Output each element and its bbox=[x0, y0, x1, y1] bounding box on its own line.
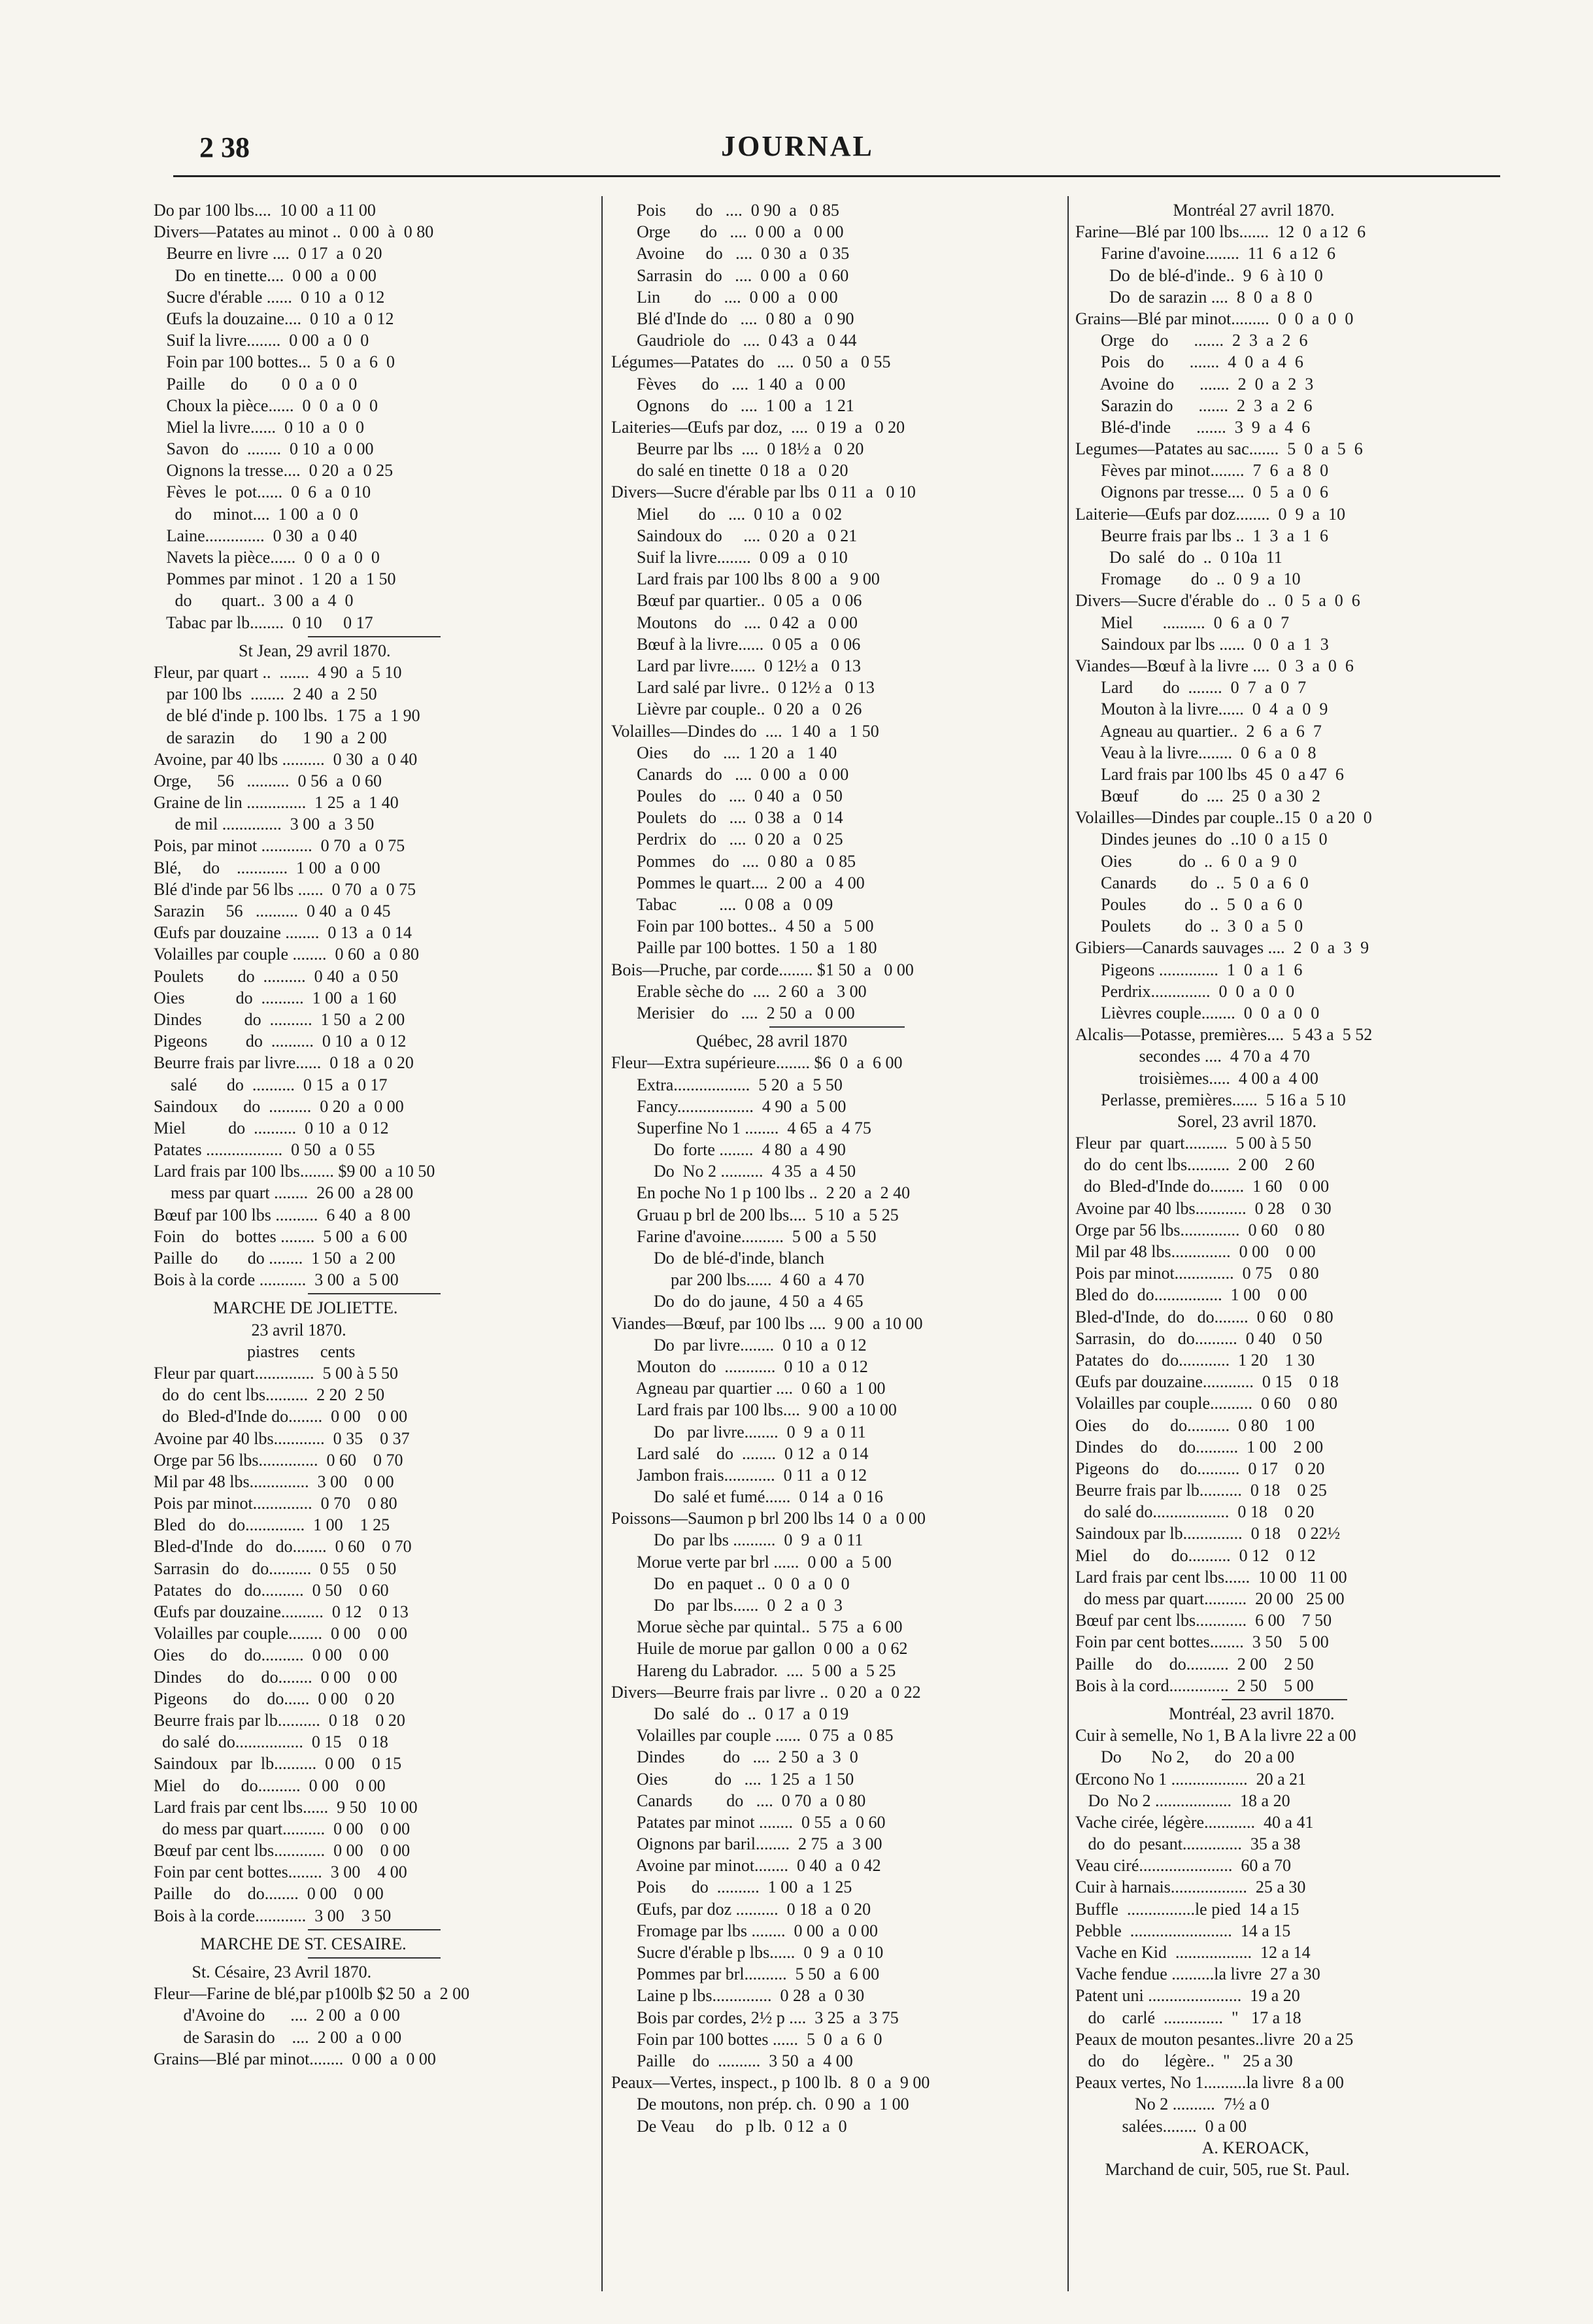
price-line: Peaux—Vertes, inspect., p 100 lb. 8 0 a 9 00 bbox=[611, 2073, 930, 2093]
price-line: Sucre d'érable p lbs...... 0 9 a 0 10 bbox=[611, 1943, 884, 1962]
price-line: Oies do do.......... 0 80 1 00 bbox=[1075, 1415, 1315, 1435]
price-line: Fleur—Extra supérieure........ $6 0 a 6 00 bbox=[611, 1053, 903, 1073]
price-line: Erable sèche do .... 2 60 a 3 00 bbox=[611, 981, 867, 1001]
price-line: Dindes jeunes do ..10 0 a 15 0 bbox=[1075, 830, 1328, 849]
price-line: Do do do jaune, 4 50 a 4 65 bbox=[611, 1292, 864, 1311]
price-line: Orge do ....... 2 3 a 2 6 bbox=[1075, 331, 1308, 350]
price-line: Oignons la tresse.... 0 20 a 0 25 bbox=[154, 461, 394, 480]
price-line: Divers—Sucre d'érable par lbs 0 11 a 0 10 bbox=[611, 482, 916, 502]
price-line: Poules do .. 5 0 a 6 0 bbox=[1075, 895, 1303, 914]
price-line: Suif la livre........ 0 00 a 0 0 bbox=[154, 331, 369, 350]
price-line: Beurre frais par lbs .. 1 3 a 1 6 bbox=[1075, 526, 1329, 545]
price-line: do salé en tinette 0 18 a 0 20 bbox=[611, 461, 848, 480]
price-line: Do salé do .. 0 17 a 0 19 bbox=[611, 1704, 849, 1723]
price-line: Dindes do do.......... 1 00 2 00 bbox=[1075, 1437, 1324, 1457]
price-line: Laine p lbs.............. 0 28 a 0 30 bbox=[611, 1986, 865, 2006]
price-line: Do par lbs .......... 0 9 a 0 11 bbox=[611, 1530, 864, 1550]
price-line: mess par quart ........ 26 00 a 28 00 bbox=[154, 1183, 414, 1203]
price-line: Légumes—Patates do .... 0 50 a 0 55 bbox=[611, 352, 891, 372]
price-line: do do pesant.............. 35 a 38 bbox=[1075, 1834, 1301, 1854]
price-line: Québec, 28 avril 1870 bbox=[611, 1032, 848, 1051]
price-line: Pois do .... 0 90 a 0 85 bbox=[611, 201, 839, 220]
price-line: Fromage par lbs ........ 0 00 a 0 00 bbox=[611, 1921, 879, 1940]
price-line: Legumes—Patates au sac....... 5 0 a 5 6 bbox=[1075, 439, 1363, 459]
price-line: Foin par 100 bottes.. 4 50 a 5 00 bbox=[611, 917, 874, 936]
price-line: d'Avoine do .... 2 00 a 0 00 bbox=[154, 2006, 400, 2025]
price-line: Beurre frais par lb.......... 0 18 0 25 bbox=[1075, 1481, 1327, 1500]
price-line: Avoine, par 40 lbs .......... 0 30 a 0 40 bbox=[154, 749, 418, 769]
price-line: Lard salé do ........ 0 12 a 0 14 bbox=[611, 1443, 869, 1463]
price-line: Tabac par lb........ 0 10 0 17 bbox=[154, 613, 373, 632]
price-line: Do par livre........ 0 9 a 0 11 bbox=[611, 1422, 866, 1441]
section-rule bbox=[154, 1955, 595, 1961]
price-line: Paille do 0 0 a 0 0 bbox=[154, 374, 358, 394]
price-line: do do cent lbs.......... 2 00 2 60 bbox=[1075, 1155, 1315, 1175]
price-line: Bois à la cord.............. 2 50 5 00 bbox=[1075, 1676, 1314, 1695]
price-line: Canards do .... 0 00 a 0 00 bbox=[611, 764, 849, 784]
price-line: St Jean, 29 avril 1870. bbox=[154, 641, 391, 660]
price-line: Blé d'Inde do .... 0 80 a 0 90 bbox=[611, 309, 854, 328]
price-line: Buffle ................le pied 14 a 15 bbox=[1075, 1899, 1300, 1919]
price-line: Avoine par 40 lbs............ 0 28 0 30 bbox=[1075, 1198, 1332, 1218]
price-line: MARCHE DE JOLIETTE. bbox=[154, 1298, 398, 1318]
price-line: Lard frais par 100 lbs.... 9 00 a 10 00 bbox=[611, 1400, 897, 1420]
price-line: Saindoux par lb.............. 0 18 0 22½ bbox=[1075, 1524, 1341, 1543]
price-line: Œufs, par doz .......... 0 18 a 0 20 bbox=[611, 1899, 871, 1919]
price-line: Do par 100 lbs.... 10 00 a 11 00 bbox=[154, 201, 376, 220]
price-line: Oies do .. 6 0 a 9 0 bbox=[1075, 851, 1297, 871]
price-line: St. Césaire, 23 Avril 1870. bbox=[154, 1962, 372, 1981]
price-line: Blé d'inde par 56 lbs ...... 0 70 a 0 75 bbox=[154, 879, 416, 899]
price-line: Tabac .... 0 08 a 0 09 bbox=[611, 895, 833, 914]
section-rule bbox=[1075, 1696, 1494, 1703]
price-line: Bœuf par cent lbs............ 6 00 7 50 bbox=[1075, 1611, 1332, 1630]
price-line: Mil par 48 lbs.............. 3 00 0 00 bbox=[154, 1472, 394, 1491]
column-3 bbox=[1075, 199, 1494, 2291]
price-line: Farine d'avoine.......... 5 00 a 5 50 bbox=[611, 1226, 877, 1246]
price-line: De Veau do p lb. 0 12 a 0 bbox=[611, 2116, 847, 2136]
price-line: Fèves do .... 1 40 a 0 00 bbox=[611, 374, 846, 394]
price-line: Perdrix do .... 0 20 a 0 25 bbox=[611, 830, 843, 849]
price-line: Canards do .. 5 0 a 6 0 bbox=[1075, 873, 1309, 892]
price-line: Dindes do .... 2 50 a 3 0 bbox=[611, 1747, 858, 1767]
price-line: do Bled-d'Inde do........ 1 60 0 00 bbox=[1075, 1177, 1330, 1196]
price-line: Do No 2 .................. 18 a 20 bbox=[1075, 1791, 1290, 1810]
price-line: Volailles par couple.......... 0 60 0 80 bbox=[1075, 1394, 1338, 1413]
price-line: Saindoux par lb.......... 0 00 0 15 bbox=[154, 1754, 402, 1774]
price-line: Viandes—Bœuf, par 100 lbs .... 9 00 a 10 00 bbox=[611, 1313, 923, 1333]
price-line: Veau à la livre........ 0 6 a 0 8 bbox=[1075, 743, 1316, 762]
price-line: Pois do ....... 4 0 a 4 6 bbox=[1075, 352, 1303, 372]
price-line: Saindoux par lbs ...... 0 0 a 1 3 bbox=[1075, 634, 1329, 654]
price-line: Avoine do ....... 2 0 a 2 3 bbox=[1075, 374, 1314, 394]
price-line: Beurre en livre .... 0 17 a 0 20 bbox=[154, 244, 382, 263]
price-line: Farine d'avoine........ 11 6 a 12 6 bbox=[1075, 244, 1335, 263]
price-line: de sarazin do 1 90 a 2 00 bbox=[154, 728, 387, 747]
price-line: Œufs par douzaine............ 0 15 0 18 bbox=[1075, 1372, 1339, 1392]
price-line: piastres cents bbox=[154, 1341, 356, 1361]
price-line: Dindes do .......... 1 50 a 2 00 bbox=[154, 1009, 405, 1029]
price-line: Montréal, 23 avril 1870. bbox=[1075, 1704, 1335, 1723]
price-line: Pigeons do do...... 0 00 0 20 bbox=[154, 1689, 395, 1708]
price-line: Viandes—Bœuf à la livre .... 0 3 a 0 6 bbox=[1075, 656, 1354, 675]
price-line: Volailles par couple ...... 0 75 a 0 85 bbox=[611, 1726, 894, 1745]
price-line: Graine de lin .............. 1 25 a 1 40 bbox=[154, 793, 399, 813]
price-line: Laiterie—Œufs par doz........ 0 9 a 10 bbox=[1075, 504, 1346, 524]
price-line: Do No 2, do 20 a 00 bbox=[1075, 1747, 1295, 1767]
price-line: Patates do do............ 1 20 1 30 bbox=[1075, 1350, 1315, 1370]
price-line: Oies do do.......... 0 00 0 00 bbox=[154, 1645, 389, 1665]
price-line: do salé do................ 0 15 0 18 bbox=[154, 1732, 388, 1752]
price-line: Fromage do .. 0 9 a 10 bbox=[1075, 569, 1301, 589]
price-line: De moutons, non prép. ch. 0 90 a 1 00 bbox=[611, 2095, 909, 2114]
price-line: Sarrasin do .... 0 00 a 0 60 bbox=[611, 265, 849, 285]
price-line: Bœuf do .... 25 0 a 30 2 bbox=[1075, 786, 1320, 806]
price-line: Lard frais par cent lbs...... 10 00 11 00 bbox=[1075, 1567, 1347, 1587]
price-line: Mouton do ............ 0 10 a 0 12 bbox=[611, 1356, 868, 1376]
price-line: Œrcono No 1 .................. 20 a 21 bbox=[1075, 1769, 1307, 1789]
price-line: Foin par cent bottes........ 3 50 5 00 bbox=[1075, 1632, 1329, 1652]
price-line: Pois, par minot ............ 0 70 a 0 75 bbox=[154, 836, 405, 856]
price-line: Pois par minot.............. 0 75 0 80 bbox=[1075, 1264, 1319, 1283]
price-line: Merisier do .... 2 50 a 0 00 bbox=[611, 1003, 855, 1022]
price-line: Lard frais par cent lbs...... 9 50 10 00 bbox=[154, 1797, 418, 1817]
price-line: Sarrasin do do.......... 0 55 0 50 bbox=[154, 1558, 397, 1578]
price-line: par 200 lbs...... 4 60 a 4 70 bbox=[611, 1270, 865, 1290]
price-line: Œufs par douzaine ........ 0 13 a 0 14 bbox=[154, 923, 412, 943]
price-line: Grains—Blé par minot........ 0 00 a 0 00 bbox=[154, 2049, 436, 2068]
price-line: Avoine par 40 lbs............ 0 35 0 37 bbox=[154, 1428, 410, 1448]
price-line: Cuir à harnais.................. 25 a 30 bbox=[1075, 1878, 1306, 1897]
price-line: Oignons par tresse.... 0 5 a 0 6 bbox=[1075, 482, 1329, 502]
price-line: Pommes par brl.......... 5 50 a 6 00 bbox=[611, 1964, 880, 1984]
price-line: Mil par 48 lbs.............. 0 00 0 00 bbox=[1075, 1242, 1316, 1261]
price-line: Oies do .... 1 20 a 1 40 bbox=[611, 743, 837, 762]
price-line: Navets la pièce...... 0 0 a 0 0 bbox=[154, 548, 380, 567]
price-line: Foin par 100 bottes ...... 5 0 a 6 0 bbox=[611, 2029, 882, 2049]
column-divider-2 bbox=[1067, 196, 1069, 2291]
price-line: Canards do .... 0 70 a 0 80 bbox=[611, 1791, 866, 1810]
price-line: Sucre d'érable ...... 0 10 a 0 12 bbox=[154, 287, 385, 307]
price-line: Laine.............. 0 30 a 0 40 bbox=[154, 526, 358, 545]
price-line: Foin par cent bottes........ 3 00 4 00 bbox=[154, 1862, 407, 1882]
price-line: Lard frais par 100 lbs 8 00 a 9 00 bbox=[611, 569, 880, 589]
price-line: Saindoux do .......... 0 20 a 0 00 bbox=[154, 1096, 404, 1116]
price-line: Miel .......... 0 6 a 0 7 bbox=[1075, 613, 1290, 632]
section-rule bbox=[154, 1290, 595, 1297]
price-line: Divers—Beurre frais par livre .. 0 20 a 0 22 bbox=[611, 1682, 921, 1702]
price-line: Volailles—Dindes do .... 1 40 a 1 50 bbox=[611, 721, 879, 741]
price-line: Patent uni ...................... 19 a 20 bbox=[1075, 1986, 1300, 2006]
price-line: Patates do do.......... 0 50 0 60 bbox=[154, 1580, 389, 1600]
price-line: do do légère.. " 25 a 30 bbox=[1075, 2051, 1293, 2070]
price-line: En poche No 1 p 100 lbs .. 2 20 a 2 40 bbox=[611, 1183, 911, 1203]
price-line: Sarazin 56 .......... 0 40 a 0 45 bbox=[154, 901, 391, 920]
price-line: Avoine do .... 0 30 a 0 35 bbox=[611, 244, 850, 263]
price-line: Œufs par douzaine.......... 0 12 0 13 bbox=[154, 1602, 409, 1621]
price-line: Laiteries—Œufs par doz, .... 0 19 a 0 20 bbox=[611, 417, 905, 437]
price-line: Saindoux do .... 0 20 a 0 21 bbox=[611, 526, 858, 545]
journal-title: JOURNAL bbox=[721, 130, 874, 162]
price-line: Bois par cordes, 2½ p .... 3 25 a 3 75 bbox=[611, 2008, 899, 2027]
price-line: Sarazin do ....... 2 3 a 2 6 bbox=[1075, 396, 1313, 415]
price-line: troisièmes..... 4 00 a 4 00 bbox=[1075, 1068, 1318, 1088]
price-line: par 100 lbs ........ 2 40 a 2 50 bbox=[154, 684, 377, 704]
price-line: Vache cirée, légère............ 40 a 41 bbox=[1075, 1812, 1314, 1832]
price-line: Orge par 56 lbs.............. 0 60 0 80 bbox=[1075, 1220, 1325, 1239]
column-divider-1 bbox=[601, 196, 603, 2291]
price-line: Sarrasin, do do.......... 0 40 0 50 bbox=[1075, 1328, 1322, 1348]
price-line: salées........ 0 a 00 bbox=[1075, 2116, 1247, 2136]
price-line: do mess par quart.......... 20 00 25 00 bbox=[1075, 1589, 1345, 1608]
price-line: Cuir à semelle, No 1, B A la livre 22 a 00 bbox=[1075, 1726, 1356, 1745]
price-line: Poules do .... 0 40 a 0 50 bbox=[611, 786, 843, 806]
price-line: Pigeons .............. 1 0 a 1 6 bbox=[1075, 960, 1303, 979]
price-line: Montréal 27 avril 1870. bbox=[1075, 201, 1335, 220]
price-line: Pigeons do do.......... 0 17 0 20 bbox=[1075, 1458, 1325, 1478]
price-line: 23 avril 1870. bbox=[154, 1320, 346, 1339]
price-line: Farine—Blé par 100 lbs....... 12 0 a 12 6 bbox=[1075, 222, 1366, 242]
price-line: Bœuf par 100 lbs .......... 6 40 a 8 00 bbox=[154, 1205, 411, 1224]
price-line: Bois à la corde............ 3 00 3 50 bbox=[154, 1906, 392, 1925]
price-line: Lard do ........ 0 7 a 0 7 bbox=[1075, 678, 1307, 698]
price-line: Poulets do .. 3 0 a 5 0 bbox=[1075, 917, 1303, 936]
price-line: Pommes do .... 0 80 a 0 85 bbox=[611, 851, 856, 871]
price-line: Paille do .......... 3 50 a 4 00 bbox=[611, 2051, 853, 2070]
price-line: Morue verte par brl ...... 0 00 a 5 00 bbox=[611, 1552, 892, 1572]
section-rule bbox=[154, 633, 595, 640]
price-line: Lard salé par livre.. 0 12½ a 0 13 bbox=[611, 678, 875, 698]
price-line: Volailles par couple........ 0 00 0 00 bbox=[154, 1624, 408, 1643]
price-line: Volailles par couple ........ 0 60 a 0 80 bbox=[154, 945, 420, 964]
price-line: Marchand de cuir, 505, rue St. Paul. bbox=[1075, 2159, 1350, 2179]
price-line: Bled do do.............. 1 00 1 25 bbox=[154, 1515, 390, 1535]
price-line: Poulets do .......... 0 40 a 0 50 bbox=[154, 966, 399, 986]
price-line: Lard par livre...... 0 12½ a 0 13 bbox=[611, 656, 861, 675]
price-line: Bled do do................ 1 00 0 00 bbox=[1075, 1285, 1307, 1305]
price-line: Fèves par minot........ 7 6 a 8 0 bbox=[1075, 461, 1329, 480]
price-line: Divers—Patates au minot .. 0 00 à 0 80 bbox=[154, 222, 434, 242]
price-line: Do salé et fumé...... 0 14 a 0 16 bbox=[611, 1487, 883, 1507]
price-line: Do salé do .. 0 10a 11 bbox=[1075, 548, 1283, 567]
price-line: de blé d'inde p. 100 lbs. 1 75 a 1 90 bbox=[154, 706, 420, 726]
column-1 bbox=[154, 199, 595, 2291]
price-line: Grains—Blé par minot......... 0 0 a 0 0 bbox=[1075, 309, 1354, 328]
price-line: Alcalis—Potasse, premières.... 5 43 a 5 52 bbox=[1075, 1025, 1373, 1045]
price-line: Do de blé-d'inde, blanch bbox=[611, 1249, 824, 1268]
price-line: Pebble ........................ 14 a 15 bbox=[1075, 1921, 1291, 1940]
price-line: Fleur, par quart .. ....... 4 90 a 5 10 bbox=[154, 662, 402, 682]
price-line: Beurre frais par lb.......... 0 18 0 20 bbox=[154, 1710, 405, 1730]
section-rule bbox=[154, 1927, 595, 1933]
price-line: Do de sarazin .... 8 0 a 8 0 bbox=[1075, 287, 1313, 307]
price-line: Miel la livre...... 0 10 a 0 0 bbox=[154, 417, 365, 437]
column-2 bbox=[611, 199, 1062, 2291]
price-line: A. KEROACK, bbox=[1075, 2138, 1309, 2157]
price-line: Patates .................. 0 50 a 0 55 bbox=[154, 1140, 375, 1160]
price-line: Orge, 56 .......... 0 56 a 0 60 bbox=[154, 771, 382, 790]
price-line: MARCHE DE ST. CESAIRE. bbox=[154, 1934, 407, 1953]
price-line: do carlé .............. " 17 a 18 bbox=[1075, 2008, 1301, 2027]
price-line: Jambon frais............ 0 11 a 0 12 bbox=[611, 1465, 867, 1485]
price-line: Sorel, 23 avril 1870. bbox=[1075, 1111, 1317, 1131]
price-line: Divers—Sucre d'érable do .. 0 5 a 0 6 bbox=[1075, 591, 1360, 611]
price-line: Paille par 100 bottes. 1 50 a 1 80 bbox=[611, 938, 877, 958]
price-line: Ognons do .... 1 00 a 1 21 bbox=[611, 396, 854, 415]
price-line: Orge do .... 0 00 a 0 00 bbox=[611, 222, 844, 242]
price-line: Vache fendue ..........la livre 27 a 30 bbox=[1075, 1964, 1320, 1984]
price-line: salé do .......... 0 15 a 0 17 bbox=[154, 1075, 388, 1094]
price-line: Morue sèche par quintal.. 5 75 a 6 00 bbox=[611, 1617, 903, 1637]
price-line: Gaudriole do .... 0 43 a 0 44 bbox=[611, 331, 857, 350]
price-line: Dindes do do........ 0 00 0 00 bbox=[154, 1667, 397, 1687]
price-line: Miel do do.......... 0 00 0 00 bbox=[154, 1776, 386, 1795]
price-line: Bœuf par cent lbs............ 0 00 0 00 bbox=[154, 1841, 411, 1861]
header-rule bbox=[173, 175, 1500, 177]
price-line: Suif la livre........ 0 09 a 0 10 bbox=[611, 548, 848, 567]
price-line: Blé, do ............ 1 00 a 0 00 bbox=[154, 858, 380, 877]
price-line: Perlasse, premières...... 5 16 a 5 10 bbox=[1075, 1090, 1346, 1109]
price-line: Savon do ........ 0 10 a 0 00 bbox=[154, 439, 374, 459]
price-line: do salé do.................. 0 18 0 20 bbox=[1075, 1502, 1315, 1522]
price-line: Peaux de mouton pesantes..livre 20 a 25 bbox=[1075, 2029, 1354, 2049]
price-line: Do forte ........ 4 80 a 4 90 bbox=[611, 1140, 846, 1160]
price-line: Foin par 100 bottes... 5 0 a 6 0 bbox=[154, 352, 395, 372]
price-line: Bœuf à la livre...... 0 05 a 0 06 bbox=[611, 634, 861, 654]
price-line: Pois do .......... 1 00 a 1 25 bbox=[611, 1878, 852, 1897]
price-line: Pommes le quart.... 2 00 a 4 00 bbox=[611, 873, 865, 892]
price-line: Beurre frais par livre...... 0 18 a 0 20 bbox=[154, 1053, 414, 1073]
price-line: do Bled-d'Inde do........ 0 00 0 00 bbox=[154, 1407, 408, 1426]
price-line: Bled-d'Inde do do........ 0 60 0 70 bbox=[154, 1537, 412, 1557]
price-line: Superfine No 1 ........ 4 65 a 4 75 bbox=[611, 1118, 871, 1137]
price-line: Pois par minot.............. 0 70 0 80 bbox=[154, 1494, 397, 1513]
price-line: de Sarasin do .... 2 00 a 0 00 bbox=[154, 2027, 402, 2047]
price-line: Bois—Pruche, par corde........ $1 50 a 0 00 bbox=[611, 960, 914, 979]
price-line: Choux la pièce...... 0 0 a 0 0 bbox=[154, 396, 378, 415]
price-line: Poissons—Saumon p brl 200 lbs 14 0 a 0 00 bbox=[611, 1509, 926, 1528]
price-line: do minot.... 1 00 a 0 0 bbox=[154, 504, 358, 524]
price-line: do do cent lbs.......... 2 20 2 50 bbox=[154, 1385, 385, 1405]
price-line: Peaux vertes, No 1..........la livre 8 a 00 bbox=[1075, 2073, 1344, 2093]
price-line: Gibiers—Canards sauvages .... 2 0 a 3 9 bbox=[1075, 938, 1369, 958]
price-line: No 2 .......... 7½ a 0 bbox=[1075, 2095, 1269, 2114]
price-line: Perdrix.............. 0 0 a 0 0 bbox=[1075, 981, 1295, 1001]
price-line: Blé-d'inde ....... 3 9 a 4 6 bbox=[1075, 417, 1311, 437]
price-line: Bled-d'Inde, do do........ 0 60 0 80 bbox=[1075, 1307, 1333, 1326]
price-line: Vache en Kid .................. 12 a 14 bbox=[1075, 1943, 1311, 1962]
price-line: Extra.................. 5 20 a 5 50 bbox=[611, 1075, 843, 1094]
price-line: Oignons par baril........ 2 75 a 3 00 bbox=[611, 1834, 882, 1854]
section-rule bbox=[611, 1024, 1062, 1030]
price-line: Do en tinette.... 0 00 a 0 00 bbox=[154, 265, 377, 285]
price-line: Pommes par minot . 1 20 a 1 50 bbox=[154, 569, 396, 589]
price-line: Lard frais par 100 lbs 45 0 a 47 6 bbox=[1075, 764, 1344, 784]
price-line: Moutons do .... 0 42 a 0 00 bbox=[611, 613, 858, 632]
price-line: Mouton à la livre...... 0 4 a 0 9 bbox=[1075, 699, 1328, 719]
price-line: Miel do .......... 0 10 a 0 12 bbox=[154, 1118, 389, 1137]
price-line: Fleur par quart.............. 5 00 à 5 50 bbox=[154, 1363, 399, 1383]
price-line: Do par livre........ 0 10 a 0 12 bbox=[611, 1335, 867, 1355]
price-line: Poulets do .... 0 38 a 0 14 bbox=[611, 808, 843, 828]
price-line: Fancy.................. 4 90 a 5 00 bbox=[611, 1096, 847, 1116]
price-line: Paille do do........ 0 00 0 00 bbox=[154, 1884, 384, 1904]
price-line: Do en paquet .. 0 0 a 0 0 bbox=[611, 1574, 850, 1593]
price-line: Gruau p brl de 200 lbs.... 5 10 a 5 25 bbox=[611, 1205, 899, 1224]
price-line: Fèves le pot...... 0 6 a 0 10 bbox=[154, 482, 371, 502]
price-line: Volailles—Dindes par couple..15 0 a 20 0 bbox=[1075, 808, 1372, 828]
price-line: Fleur—Farine de blé,par p100lb $2 50 a 2 00 bbox=[154, 1984, 470, 2004]
price-line: Do No 2 .......... 4 35 a 4 50 bbox=[611, 1162, 856, 1181]
price-line: Avoine par minot........ 0 40 a 0 42 bbox=[611, 1856, 881, 1876]
price-line: Orge par 56 lbs.............. 0 60 0 70 bbox=[154, 1450, 403, 1470]
price-line: Oies do .... 1 25 a 1 50 bbox=[611, 1769, 854, 1789]
price-line: Bois à la corde ........... 3 00 a 5 00 bbox=[154, 1270, 399, 1290]
price-line: Paille do do ........ 1 50 a 2 00 bbox=[154, 1249, 395, 1268]
price-line: do quart.. 3 00 a 4 0 bbox=[154, 591, 354, 611]
price-line: Do de blé-d'inde.. 9 6 à 10 0 bbox=[1075, 265, 1323, 285]
price-line: do mess par quart.......... 0 00 0 00 bbox=[154, 1819, 411, 1838]
price-line: Agneau au quartier.. 2 6 a 6 7 bbox=[1075, 721, 1322, 741]
price-line: Patates par minot ........ 0 55 a 0 60 bbox=[611, 1812, 886, 1832]
page-number: 2 38 bbox=[199, 131, 250, 163]
price-line: Lin do .... 0 00 a 0 00 bbox=[611, 287, 838, 307]
price-line: Miel do do.......... 0 12 0 12 bbox=[1075, 1545, 1316, 1565]
price-line: Oies do .......... 1 00 a 1 60 bbox=[154, 988, 397, 1007]
price-line: Do par lbs...... 0 2 a 0 3 bbox=[611, 1596, 843, 1615]
price-line: Lièvres couple........ 0 0 a 0 0 bbox=[1075, 1003, 1320, 1022]
price-line: Pigeons do .......... 0 10 a 0 12 bbox=[154, 1032, 407, 1051]
price-line: Miel do .... 0 10 a 0 02 bbox=[611, 504, 843, 524]
price-line: Fleur par quart.......... 5 00 à 5 50 bbox=[1075, 1134, 1312, 1153]
price-line: secondes .... 4 70 a 4 70 bbox=[1075, 1047, 1310, 1066]
price-line: Huile de morue par gallon 0 00 a 0 62 bbox=[611, 1639, 908, 1659]
price-line: de mil .............. 3 00 a 3 50 bbox=[154, 815, 375, 834]
price-line: Lièvre par couple.. 0 20 a 0 26 bbox=[611, 699, 862, 719]
price-line: Agneau par quartier .... 0 60 a 1 00 bbox=[611, 1379, 886, 1398]
price-line: Veau ciré...................... 60 a 70 bbox=[1075, 1856, 1291, 1876]
price-line: Paille do do.......... 2 00 2 50 bbox=[1075, 1654, 1314, 1674]
price-line: Œufs la douzaine.... 0 10 a 0 12 bbox=[154, 309, 394, 328]
price-line: Beurre par lbs .... 0 18½ a 0 20 bbox=[611, 439, 864, 459]
page-header bbox=[0, 0, 1593, 177]
price-line: Foin do bottes ........ 5 00 a 6 00 bbox=[154, 1226, 407, 1246]
price-line: Bœuf par quartier.. 0 05 a 0 06 bbox=[611, 591, 862, 611]
price-line: Lard frais par 100 lbs........ $9 00 a 10 50 bbox=[154, 1162, 435, 1181]
price-line: Hareng du Labrador. .... 5 00 a 5 25 bbox=[611, 1660, 896, 1680]
